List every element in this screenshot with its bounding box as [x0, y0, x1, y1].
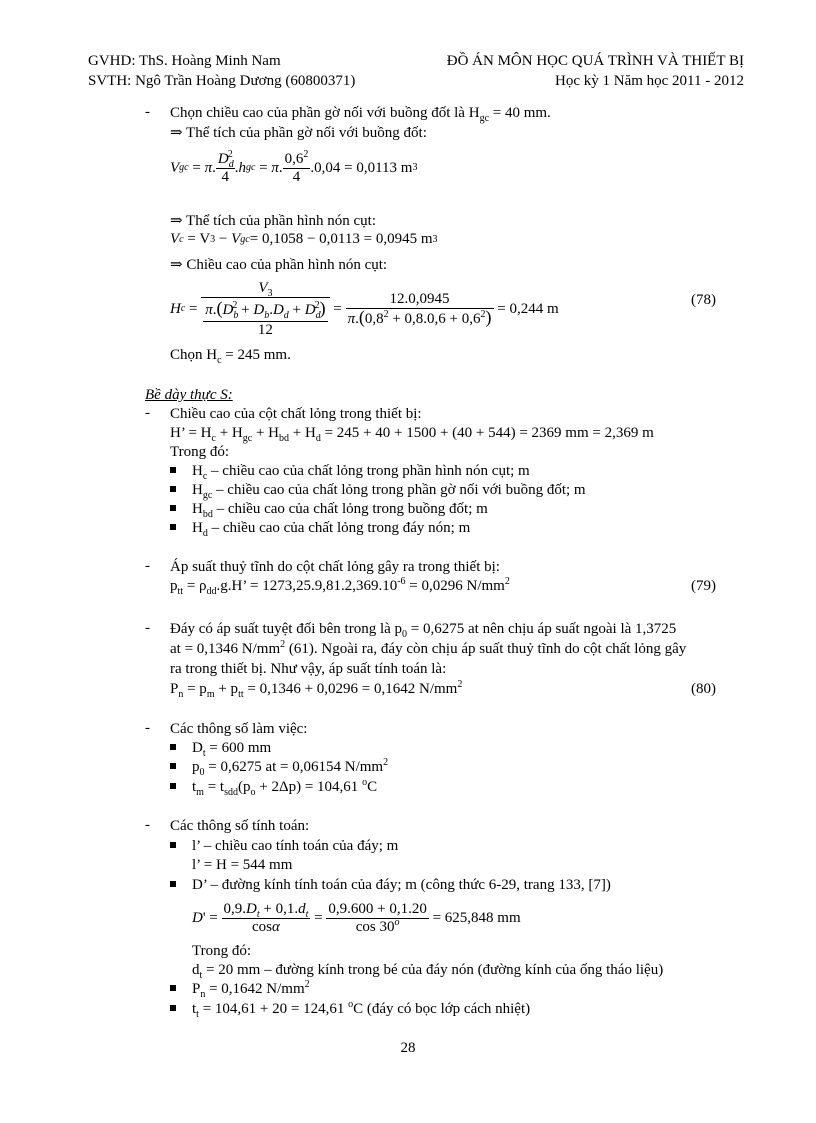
text-span: = 0,6275 at = 0,06154 N/mm — [204, 759, 384, 775]
text-line: Đáy có áp suất tuyệt đối bên trong là $p_0 = 0,6275$ at nên chịu áp suất ngoài là 1,3725 — [170, 621, 677, 640]
text-span: = 0,1642 N/mm — [205, 981, 305, 997]
header-course: ĐỒ ÁN MÔN HỌC QUÁ TRÌNH VÀ THIẾT BỊ — [446, 53, 744, 69]
text-line: ⇒ Chiều cao của phần hình nón cụt: — [170, 257, 388, 273]
text-line: Chiều cao của cột chất lỏng trong thiết bị: — [170, 406, 422, 422]
text-span: = 0,6275 at nên chịu áp suất ngoài là 1,3725 — [407, 621, 677, 637]
text-line: H’ = $H_c + H_{gc} + H_{bd} + H_d = 245 + 40 + 1500 + (40 + 544) = 2369$ mm = 2,369 m — [170, 425, 654, 444]
d-denominator: cos 30 — [355, 918, 395, 935]
text-span: = 20 mm – đường kính trong bé của đáy nón (đường kính của ống tháo liệu) — [202, 962, 664, 978]
text-line — [170, 346, 291, 364]
text-span: + 2Δp) = 104,61 — [255, 779, 363, 795]
bullet-item: $H_{bd}$ – chiều cao của chất lỏng trong buồng đốt; m — [192, 501, 488, 520]
text-line: $p_{tt} = \rho_{dd}.g.H$’ = $1273,25.9,81.2,369.10^{-6} = 0,0296$ $N/mm^2$ — [170, 576, 510, 597]
text-span: = 104,61 + 20 = 124,61 — [198, 1001, 349, 1017]
text-span: C (đáy có bọc lớp cách nhiệt) — [353, 1001, 531, 1017]
bullet-item: $P_n = 0,1642$ $N/mm^2$ — [192, 979, 310, 1000]
bullet-square — [170, 744, 176, 750]
text-line: ⇒ Thể tích của phần gờ nối với buồng đốt: — [170, 125, 427, 141]
text-line: at = 0,1346 $N/mm^2$ (61). Ngoài ra, đáy còn chịu áp suất thuỷ tĩnh do cột chất lỏng gây — [170, 639, 687, 657]
hc-result: = 0,244 m — [497, 300, 559, 317]
text-line: ⇒ Thể tích của phần hình nón cụt: — [170, 213, 376, 229]
text-span: H’ = H — [170, 425, 212, 441]
equation-number-80: (80) — [691, 681, 716, 697]
bullet-square — [170, 763, 176, 769]
bullet-item: D’ – đường kính tính toán của đáy; m (công thức 6-29, trang 133, [7]) — [192, 877, 611, 893]
text-line: l’ = H = 544 mm — [192, 857, 293, 873]
text-span: Chọn chiều cao của phần gờ nối với buồng đốt là H — [170, 105, 480, 121]
bullet-square — [170, 1005, 176, 1011]
text-span: at = 0,1346 N/mm — [170, 641, 281, 657]
bullet-square — [170, 985, 176, 991]
text-span: = 245 mm. — [221, 347, 291, 363]
text-span: Chọn H — [170, 347, 218, 363]
text-span: = 245 + 40 + 1500 + (40 + 544) = 2369 mm = 2,369 m — [320, 425, 654, 441]
header-student: SVTH: Ngô Trần Hoàng Dương (60800371) — [88, 73, 356, 89]
text-line: Áp suất thuỷ tĩnh do cột chất lỏng gây ra trong thiết bị: — [170, 559, 500, 575]
dash-marker: - — [145, 620, 150, 636]
text-line: Trong đó: — [192, 943, 252, 959]
bullet-square — [170, 524, 176, 530]
text-span: Đáy có áp suất tuyệt đối bên trong là p — [170, 621, 403, 637]
bullet-square — [170, 486, 176, 492]
text-span: C — [367, 779, 378, 795]
bullet-item: $H_c$ – chiều cao của chất lỏng trong phần hình nón cụt; m — [192, 463, 530, 482]
equation-vc: V c = V 3 − V gc = 0,1058 − 0,0113 = 0,0945 m 3 — [170, 231, 438, 247]
bullet-item: $D_t = 600$ mm — [192, 740, 272, 759]
text-span: = 0,0296 N/mm — [405, 578, 505, 594]
text-span: = 40 mm. — [489, 105, 551, 121]
text-span: .g.H’ = 1273,25.9,81.2,369.10 — [216, 578, 398, 594]
equation-number-79: (79) — [691, 578, 716, 594]
subscript: gc — [479, 113, 490, 124]
text-span: (p — [238, 779, 251, 795]
bullet-item: l’ – chiều cao tính toán của đáy; m — [192, 838, 399, 854]
dash-marker: - — [145, 817, 150, 833]
bullet-item: $t_t = 104,61 + 20 = 124,61$ $^o$C (đáy có bọc lớp cách nhiệt) — [192, 999, 531, 1020]
bullet-item: $t_m = t_{sdd}(p_o + 2\Delta p) = 104,61$ $^o$C — [192, 777, 378, 798]
text-line — [170, 104, 551, 122]
bullet-square — [170, 783, 176, 789]
text-span: (61). Ngoài ra, đáy còn chịu áp suất thuỷ tĩnh do cột chất lỏng gây — [285, 641, 687, 657]
d-numerator: 0,9.600 + 0,1.20 — [328, 900, 427, 917]
page-number: 28 — [400, 1040, 416, 1056]
section-title: Bề dày thực S: — [145, 387, 233, 403]
equation-d-prime: D ' = $\frac{0,9.D_t + 0,1.d_t}{\cos\alpha}$ = $\frac{0,9.600 + 0,1.20}{\cos 30^o}$ = 625,848 mm — [192, 900, 521, 935]
hc-numerator: 12.0,0945 — [346, 291, 494, 309]
text-span: = 0,1346 + 0,0296 = 0,1642 N/mm — [243, 681, 458, 697]
bullet-square — [170, 881, 176, 887]
header-semester: Học kỳ 1 Năm học 2011 - 2012 — [555, 73, 744, 89]
vc-result: = 0,1058 − 0,0113 = 0,0945 m — [249, 231, 433, 247]
text-line: ra trong thiết bị. Như vậy, áp suất tính toán là: — [170, 661, 447, 677]
subscript: c — [217, 355, 222, 366]
bullet-item: $H_d$ – chiều cao của chất lỏng trong đáy nón; m — [192, 520, 471, 539]
text-span: – chiều cao của chất lỏng trong phần hình nón cụt; m — [207, 463, 530, 479]
bullet-item: $H_{gc}$ – chiều cao của chất lỏng trong phần gờ nối với buồng đốt; m — [192, 482, 586, 501]
text-line: Các thông số làm việc: — [170, 721, 308, 737]
text-span: – chiều cao của chất lỏng trong phần gờ nối với buồng đốt; m — [212, 482, 586, 498]
bullet-square — [170, 842, 176, 848]
d-result: = 625,848 mm — [432, 909, 521, 926]
text-span: – chiều cao của chất lỏng trong buồng đốt; m — [212, 501, 488, 517]
dash-marker: - — [145, 405, 150, 421]
text-line: Các thông số tính toán: — [170, 818, 310, 834]
text-line: Trong đó: — [170, 444, 230, 460]
dash-marker: - — [145, 104, 150, 120]
vgc-result: .0,04 = 0,0113 m — [310, 159, 413, 176]
dash-marker: - — [145, 720, 150, 736]
equation-hc: H c = $V_3$ $\pi.(D_b^2 + D_b.D_d + D_d^2)$ 12 = $\frac{12.0,0945}{\pi.(0,8^2 + 0,8.0,6 + 0,6^2)}$ = 0,244 m — [170, 279, 559, 338]
text-line: $d_t = 20$ mm – đường kính trong bé của đáy nón (đường kính của ống tháo liệu) — [192, 962, 664, 981]
bullet-square — [170, 505, 176, 511]
text-line: $P_n = p_m + p_{tt} = 0,1346 + 0,0296 = 0,1642$ $N/mm^2$ — [170, 679, 463, 700]
vc-label: = V — [187, 231, 211, 247]
bullet-square — [170, 467, 176, 473]
text-span: = 600 mm — [205, 740, 272, 756]
equation-vgc: V gc = π . $\frac{D_d^2}{4}$ . h gc = π . $\frac{0,6^2}{4}$ .0,04 = 0,0113 m 3 — [170, 148, 418, 185]
superscript: -6 — [397, 576, 406, 587]
equation-number-78: (78) — [691, 292, 716, 308]
bullet-item: $p_0 = 0,6275$ at = 0,06154 $N/mm^2$ — [192, 757, 389, 778]
header-supervisor: GVHD: ThS. Hoàng Minh Nam — [88, 53, 281, 69]
dash-marker: - — [145, 558, 150, 574]
text-span: – chiều cao của chất lỏng trong đáy nón; m — [207, 520, 471, 536]
